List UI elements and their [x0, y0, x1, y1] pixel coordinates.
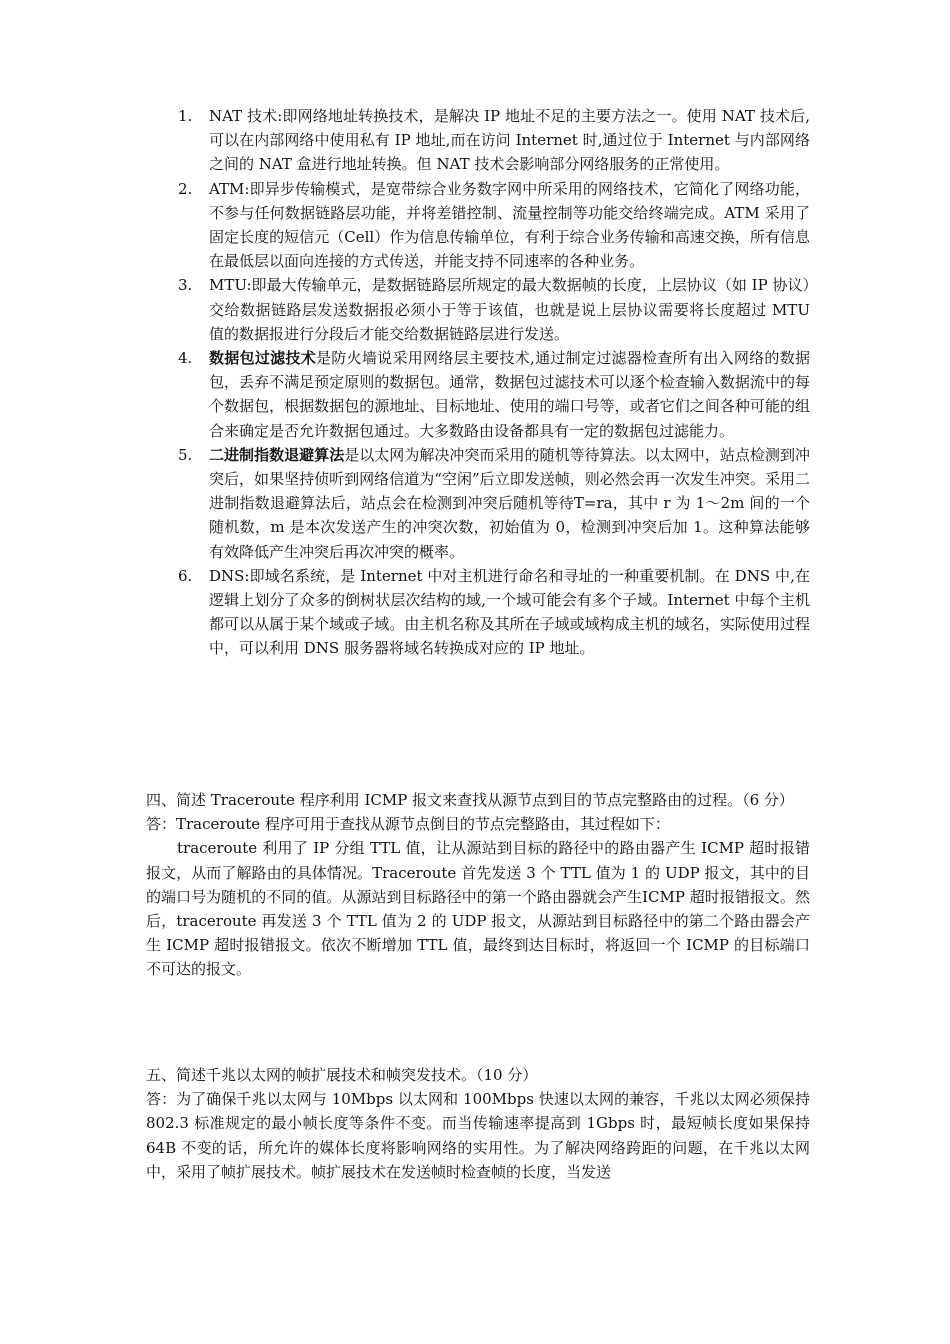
section-five: [146, 1063, 810, 1184]
list-item-text: NAT 技术:即网络地址转换技术，是解决 IP 地址不足的主要方法之一。使用 NAT 技术后,可以在内部网络中使用私有 IP 地址,而在访问 Internet 时,通过位于 Internet 与内部网络之间的 NAT 盒进行地址转换。但 NAT 技术会影响部分网络服务的正常使用。: [209, 107, 810, 174]
section-four: [146, 788, 810, 982]
list-item-number: 3.: [178, 276, 193, 295]
list-item-number: 1.: [178, 107, 193, 125]
list-item-number: 2.: [178, 179, 193, 198]
list-item: [178, 346, 810, 443]
list-item: [178, 104, 810, 177]
list-item-text: ATM:即异步传输模式，是宽带综合业务数字网中所采用的网络技术，它简化了网络功能，不参与任何数据链路层功能，并将差错控制、流量控制等功能交给终端完成。ATM 采用了固定长度的短信元（Cell）作为信息传输单位，有利于综合业务传输和高速交换，所有信息在最低层以面向连接的方式传送，并能支持不同速率的各种业务。: [209, 179, 810, 271]
list-item: [178, 564, 810, 661]
section-four-question: 四、简述 Traceroute 程序利用 ICMP 报文来查找从源节点到目的节点完整路由的过程。（6 分）: [146, 791, 794, 809]
list-item-number: 6.: [178, 566, 193, 585]
list-item-term: 数据包过滤技术: [209, 349, 317, 368]
section-four-answer-intro: 答：Traceroute 程序可用于查找从源节点倒目的节点完整路由，其过程如下：: [146, 815, 670, 834]
section-five-question: 五、简述千兆以太网的帧扩展技术和帧突发技术。（10 分）: [146, 1066, 538, 1084]
list-item: [178, 177, 810, 274]
list-item-term: 二进制指数退避算法: [209, 445, 345, 464]
list-item-text: 是防火墙说采用网络层主要技术,通过制定过滤器检查所有出入网络的数据包，丢弃不满足预定原则的数据包。通常，数据包过滤技术可以逐个检查输入数据流中的每个数据包，根据数据包的源地址、目标地址、使用的端口号等，或者它们之间各种可能的组合来确定是否允许数据包通过。大多数路由设备都具有一定的数据包过滤能力。: [209, 349, 810, 440]
list-item-number: 5.: [178, 445, 193, 464]
list-item: [178, 443, 810, 564]
section-four-answer-body: traceroute 利用了 IP 分组 TTL 值，让从源站到目标的路径中的路由器产生 ICMP 超时报错报文，从而了解路由的具体情况。Traceroute 首先发送 3 个 TTL 值为 1 的 UDP 报文，其中的目的端口号为随机的不同的值。从源站到目标路径中的第一个路由器就会产生ICMP 超时报错报文。然后，traceroute 再发送 3 个 TTL 值为 2 的 UDP 报文，从源站到目标路径中的第二个路由器会产生 ICMP 超时报错报文。依次不断增加 TTL 值，最终到达目标时，将返回一个 ICMP 的目标端口不可达的报文。: [146, 839, 810, 979]
list-item-number: 4.: [178, 349, 193, 368]
list-item: [178, 273, 810, 346]
list-item-text: DNS:即域名系统，是 Internet 中对主机进行命名和寻址的一种重要机制。在 DNS 中,在逻辑上划分了众多的倒树状层次结构的域,一个域可能会有多个子域。Internet 中每个主机都可以从属于某个域或子域。由主机名称及其所在子域或域构成主机的域名，实际使用过程中，可以利用 DNS 服务器将域名转换成对应的 IP 地址。: [209, 566, 810, 658]
definition-list: [178, 104, 810, 661]
list-item-text: 是以太网为解决冲突而采用的随机等待算法。以太网中，站点检测到冲突后，如果坚持侦听到网络信道为“空闲”后立即发送帧，则必然会再一次发生冲突。采用二进制指数退避算法后，站点会在检测到冲突后随机等待T=ra，其中 r 为 1～2m 间的一个随机数，m 是本次发送产生的冲突次数，初始值为 0，检测到冲突后加 1。这种算法能够有效降低产生冲突后再次冲突的概率。: [209, 445, 810, 561]
section-five-answer: 答：为了确保千兆以太网与 10Mbps 以太网和 100Mbps 快速以太网的兼容，千兆以太网必须保持 802.3 标准规定的最小帧长度等条件不变。而当传输速率提高到 1Gbps 时，最短帧长度如果保持 64B 不变的话，所允许的媒体长度将影响网络的实用性。为了解决网络跨距的问题，在千兆以太网中，采用了帧扩展技术。帧扩展技术在发送帧时检查帧的长度，当发送: [146, 1090, 810, 1181]
list-item-text: MTU:即最大传输单元，是数据链路层所规定的最大数据帧的长度，上层协议（如 IP 协议）交给数据链路层发送数据报必须小于等于该值，也就是说上层协议需要将长度超过 MTU 值的数据报进行分段后才能交给数据链路层进行发送。: [209, 276, 810, 343]
